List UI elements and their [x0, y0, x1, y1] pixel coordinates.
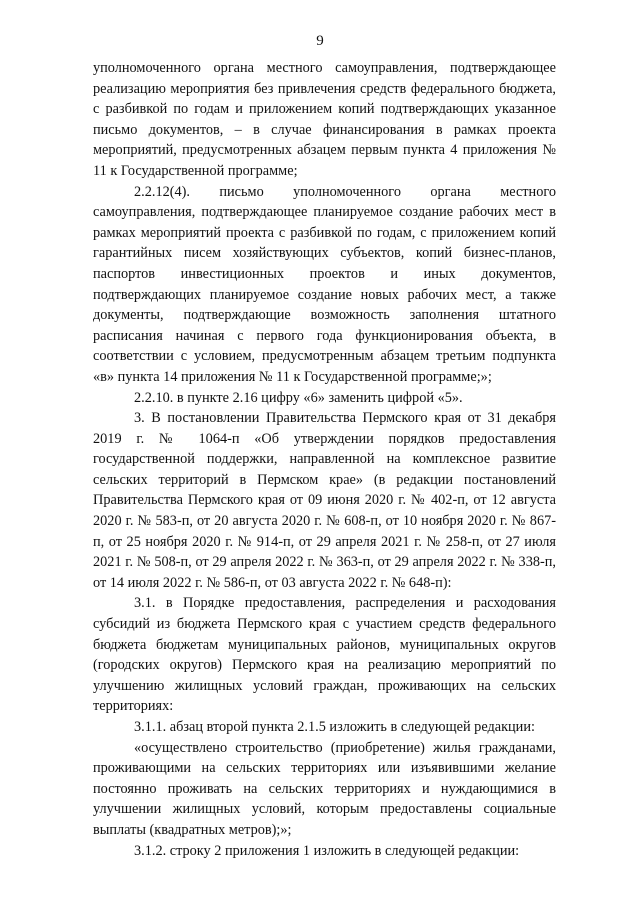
paragraph-3-1: 3.1. в Порядке предоставления, распределения и расходования субсидий из бюджета Пермского края с участием средств федерального бюджета бюджетам муниципальных районов, муниципальных округов (городских округов) Пермского края на реализацию мероприятий по улучшению жилищных условий граждан, проживающих на сельских территориях: — [93, 595, 556, 715]
page-number: 9 — [316, 33, 324, 49]
paragraph-2-2-12-4: 2.2.12(4). письмо уполномоченного органа местного самоуправления, подтверждающее планируемое создание рабочих мест в рамках мероприятий проекта с разбивкой по годам, с приложением копий гарантийных писем хозяйствующих субъектов, копий бизнес-планов, паспортов инвестиционных проектов и иных документов, подтверждающих планируемое создание новых рабочих мест, а также документы, подтверждающие возможность заполнения штатного расписания начиная с первого года функционирования объекта, в соответствии с условием, предусмотренным абзацем третьим подпункта «в» пункта 14 приложения № 11 к Государственной программе;»; — [93, 183, 556, 385]
document-body — [93, 58, 556, 861]
paragraph-quoted-text: «осуществлено строительство (приобретение) жилья гражданами, проживающими на сельских территориях или изъявившими желание постоянно проживать на сельских территориях и нуждающимися в улучшении жилищных условий, которым предоставлены социальные выплаты (квадратных метров);»; — [93, 739, 556, 838]
paragraph-continuation: уполномоченного органа местного самоуправления, подтверждающее реализацию мероприятия без привлечения средств федерального бюджета, с разбивкой по годам и приложением копий подтверждающих указанное письмо документов, – в случае финансирования в рамках проекта мероприятий, предусмотренных абзацем первым пункта 4 приложения № 11 к Государственной программе; — [93, 60, 556, 179]
paragraph-3-1-1: 3.1.1. абзац второй пункта 2.1.5 изложить в следующей редакции: — [134, 719, 535, 735]
paragraph-3-1-2: 3.1.2. строку 2 приложения 1 изложить в следующей редакции: — [134, 842, 520, 859]
paragraph-3: 3. В постановлении Правительства Пермского края от 31 декабря 2019 г. № 1064-п «Об утверждении порядков предоставления государственной поддержки, направленной на комплексное развитие сельских территорий в Пермском крае» (в редакции постановлений Правительства Пермского края от 09 июня 2020 г. № 402-п, от 12 августа 2020 г. № 583-п, от 20 августа 2020 г. № 608-п, от 10 ноября 2020 г. № 867-п, от 25 ноября 2020 г. № 914-п, от 29 апреля 2021 г. № 258-п, от 27 июля 2021 г. № 508-п, от 29 апреля 2022 г. № 363-п, от 29 апреля 2022 г. № 338-п, от 14 июля 2022 г. № 586-п, от 03 августа 2022 г. № 648-п): — [93, 410, 556, 591]
paragraph-2-2-10: 2.2.10. в пункте 2.16 цифру «6» заменить цифрой «5». — [134, 389, 463, 406]
